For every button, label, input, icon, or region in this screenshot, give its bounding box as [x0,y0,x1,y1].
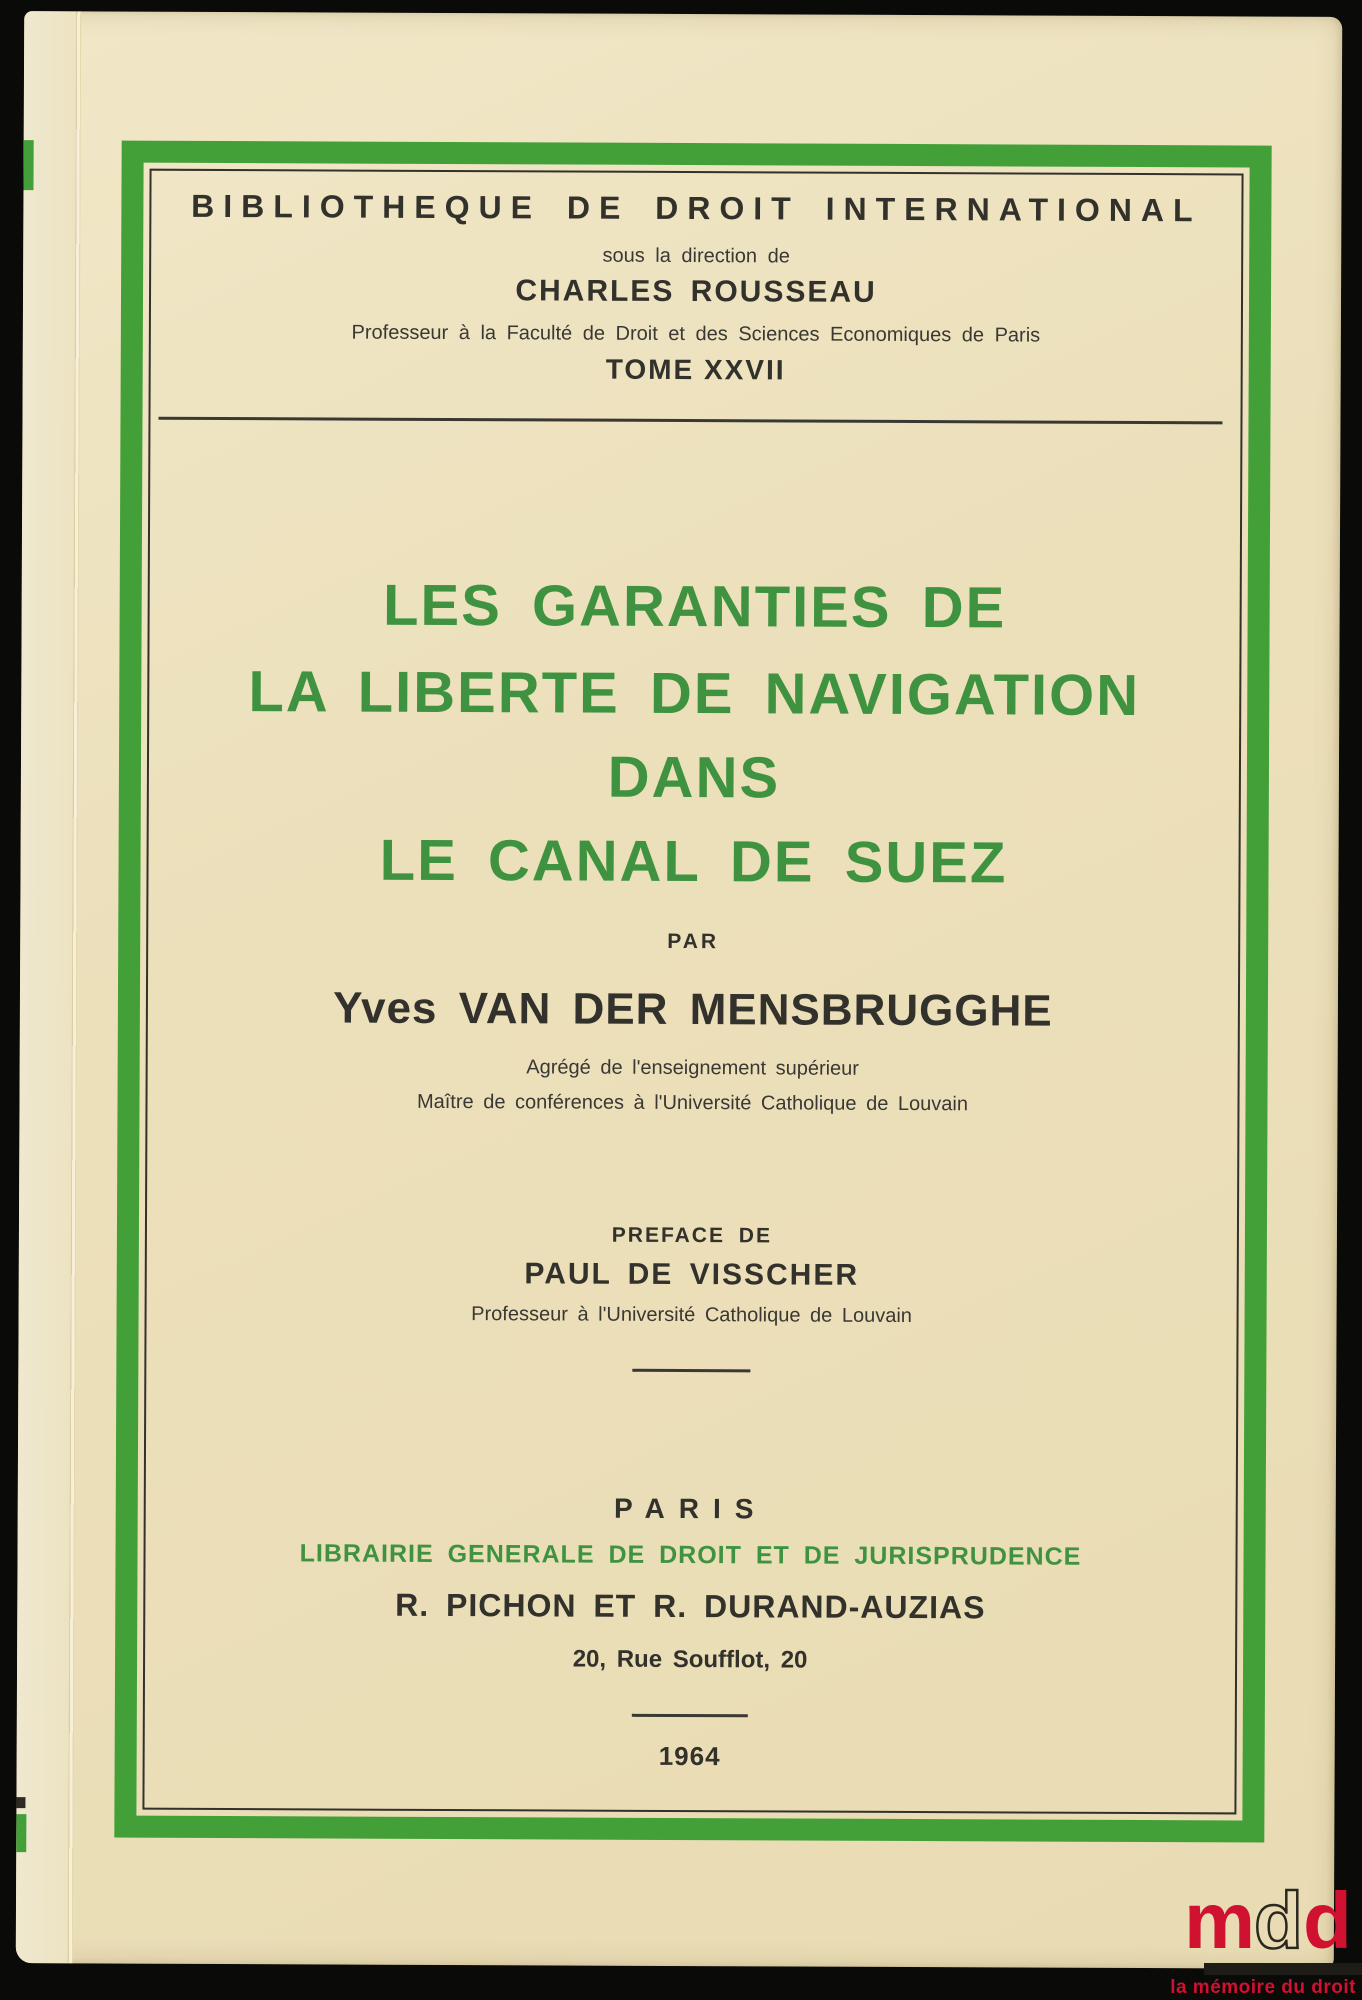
imprint-address: 20, Rue Soufflot, 20 [572,1645,808,1674]
imprint-publisher-names: R. PICHON ET R. DURAND-AUZIAS [395,1586,986,1626]
series-director: CHARLES ROUSSEAU [515,274,877,309]
inner-rule-frame [142,169,1243,1815]
mdd-letter-m: m [1184,1876,1256,1962]
preface-author: PAUL DE VISSCHER [524,1257,860,1292]
spine-green-mark-bottom [16,1814,26,1852]
mdd-tagline: la mémoire du droit [1170,1977,1356,1998]
series-director-role: Professeur à la Faculté de Droit et des Sciences Economiques de Paris [351,321,1041,347]
series-title: BIBLIOTHEQUE DE DROIT INTERNATIONAL [191,187,1202,229]
mdd-logo-icon [1184,1876,1356,1962]
divider-rule-bottom [632,1714,748,1718]
imprint-publisher: LIBRAIRIE GENERALE DE DROIT ET DE JURISPRUDENCE [299,1539,1082,1571]
mdd-letter-d: d [1303,1876,1352,1962]
mdd-underline-bar [1204,1963,1362,1975]
imprint-year: 1964 [658,1740,721,1772]
green-border-frame [114,141,1271,1843]
book-title-line-4: LE CANAL DE SUEZ [379,827,1008,896]
mdd-letter-d-outline: d [1254,1876,1303,1962]
preface-author-role: Professeur à l'Université Catholique de Louvain [471,1303,912,1328]
series-direction-label: sous la direction de [602,244,790,268]
divider-rule-middle [632,1369,750,1373]
cover-page [16,11,1343,1969]
spine-strip [16,11,77,1963]
author-credential-2: Maître de conférences à l'Université Catholique de Louvain [416,1090,969,1116]
spine-green-mark-top [23,140,33,190]
series-tome: TOME XXVII [605,353,786,386]
preface-label: PREFACE DE [611,1223,773,1248]
mdd-watermark [1170,1860,1362,2000]
book-title-line-2: LA LIBERTE DE NAVIGATION [248,659,1141,729]
spine-black-mark [16,1797,25,1808]
author-name: Yves VAN DER MENSBRUGGHE [333,983,1053,1036]
title-page-content [144,171,1241,1813]
by-label: PAR [667,929,720,954]
book-title-line-3: DANS [607,744,781,811]
book-title-line-1: LES GARANTIES DE [382,572,1007,641]
author-credential-1: Agrégé de l'enseignement supérieur [526,1056,860,1080]
imprint-city: PARIS [613,1492,768,1525]
divider-rule-top [158,417,1222,425]
